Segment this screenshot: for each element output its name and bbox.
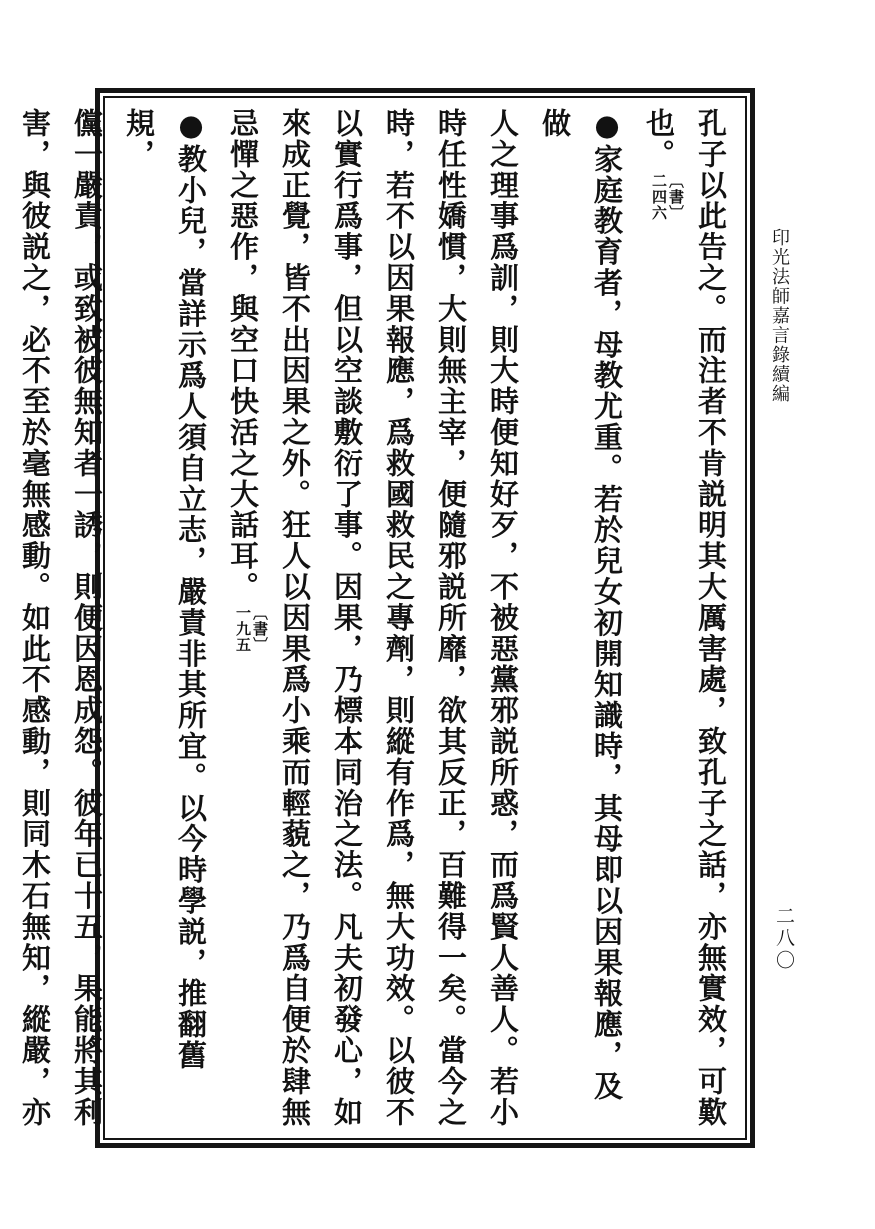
column-text: 時任性嬌慣，大則無主宰，便隨邪説所靡，欲其反正，百難得一矣。當今之 xyxy=(434,108,468,1128)
text-column-6 xyxy=(373,108,425,1128)
page-number: 二八〇 xyxy=(773,906,795,972)
running-title: 印光法師嘉言錄續編 xyxy=(769,228,790,404)
source-note xyxy=(650,173,684,221)
page-border-outer xyxy=(18,88,755,1148)
column-text: 忌憚之惡作，與空口快活之大話耳。 xyxy=(226,108,260,603)
column-text: 害，與彼説之，必不至於毫無感動。如此不感動，則同木石無知，縱嚴，亦 xyxy=(18,108,52,1128)
column-text: 來成正覺，皆不出因果之外。狂人以因果爲小乘而輕藐之，乃爲自便於肆無 xyxy=(278,108,312,1128)
text-column-2 xyxy=(633,108,685,1128)
text-column-11 xyxy=(61,108,113,1128)
column-text: ●教小兒，當詳示爲人須自立志，嚴責非其所宜。以今時學説，推翻舊規， xyxy=(122,108,208,1071)
column-text: 人之理事爲訓，則大時便知好歹，不被惡黨邪説所惑，而爲賢人善人。若小 xyxy=(486,108,520,1128)
source-note-label: 〔書〕 xyxy=(251,605,269,654)
text-column-1 xyxy=(685,108,737,1128)
source-note xyxy=(234,605,268,653)
text-column-9 xyxy=(217,108,269,1128)
text-block xyxy=(18,98,745,1138)
source-note-number: 一九五 xyxy=(234,605,252,654)
column-text: 也。 xyxy=(642,108,676,170)
column-text: 儻一嚴責，或致被彼無知者一誘，則便因恩成怨。彼年已十五，果能將其利 xyxy=(70,108,104,1128)
source-note-label: 〔書〕 xyxy=(667,172,685,221)
text-column-12 xyxy=(9,108,61,1128)
text-column-5 xyxy=(425,108,477,1128)
text-column-3 xyxy=(529,108,633,1128)
source-note-number: 二四六 xyxy=(650,172,668,221)
column-text: 時，若不以因果報應，爲救國救民之專劑，則縱有作爲，無大功效。以彼不 xyxy=(382,108,416,1128)
page-border-inner xyxy=(18,96,747,1140)
column-text: 孔子以此告之。而注者不肯説明其大厲害處，致孔子之話，亦無實效，可歎 xyxy=(694,108,728,1128)
text-column-4 xyxy=(477,108,529,1128)
text-column-7 xyxy=(321,108,373,1128)
column-text: ●家庭教育者，母教尤重。若於兒女初開知識時，其母即以因果報應，及做 xyxy=(538,108,624,1102)
text-column-8 xyxy=(269,108,321,1128)
text-column-10 xyxy=(113,108,217,1128)
column-text: 以實行爲事，但以空談敷衍了事。因果，乃標本同治之法。凡夫初發心，如 xyxy=(330,108,364,1128)
